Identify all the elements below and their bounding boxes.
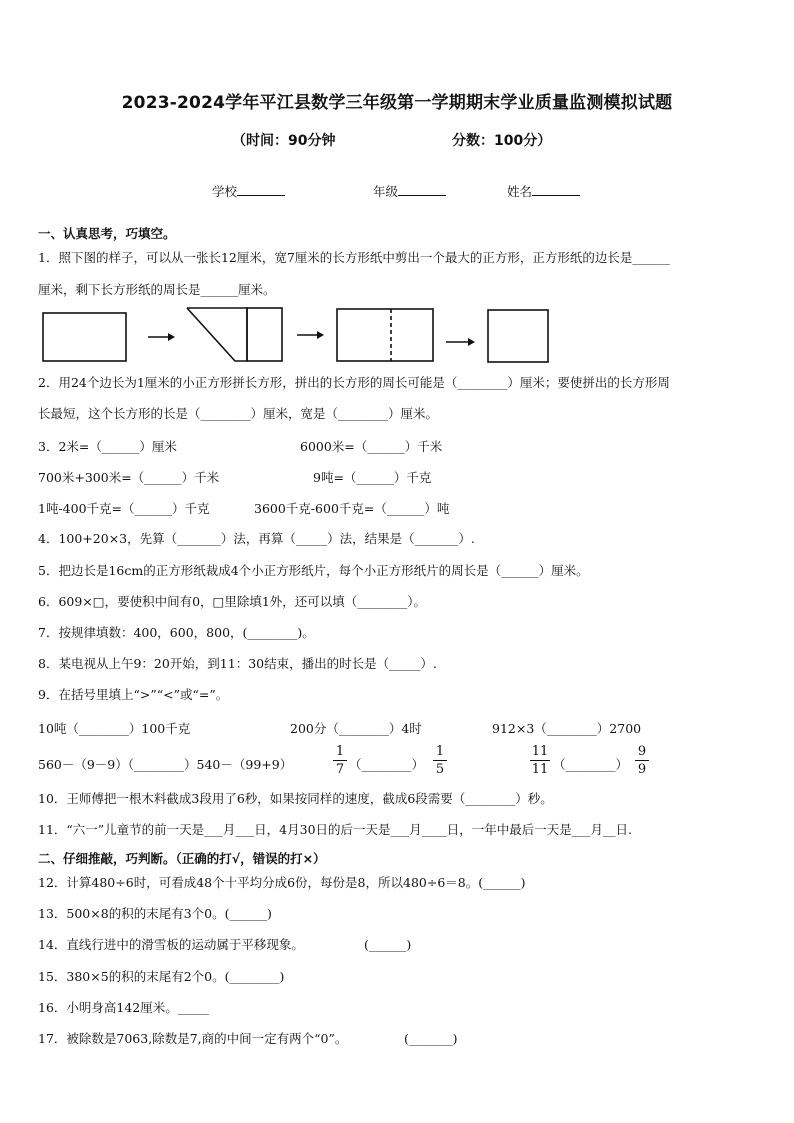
q13: 13．500×8的积的末尾有3个0。(______) bbox=[38, 906, 272, 921]
q9-fraction-1 bbox=[333, 744, 347, 777]
fraction-denominator: 5 bbox=[435, 762, 445, 777]
fraction-numerator: 9 bbox=[635, 744, 649, 761]
q1-line1: 1．照下图的样子，可以从一张长12厘米，宽7厘米的长方形纸中剪出一个最大的正方形，正方形纸的边长是______ bbox=[38, 250, 670, 265]
q14: 14．直线行进中的滑雪板的运动属于平移现象。 bbox=[38, 937, 304, 952]
fig-dashed-rectangle bbox=[337, 309, 433, 361]
q4: 4．100+20×3，先算（_______）法，再算（_____）法，结果是（_______）. bbox=[38, 531, 475, 546]
q9-e-paren: （________） bbox=[349, 757, 425, 772]
q6: 6．609×□，要使积中间有0，□里除填1外，还可以填（________）。 bbox=[38, 594, 427, 609]
q9-d: 560－（9－9）（________）540－（99+9） bbox=[38, 757, 293, 772]
fraction-numerator: 1 bbox=[433, 744, 447, 761]
fraction-denominator: 11 bbox=[531, 762, 549, 777]
page-title: 2023-2024学年平江县数学三年级第一学期期末学业质量监测模拟试题 bbox=[121, 93, 673, 113]
fig-arrow-3 bbox=[446, 338, 475, 346]
fraction-denominator: 7 bbox=[335, 762, 345, 777]
q3-b: 6000米=（______）千米 bbox=[300, 439, 443, 454]
q3-c: 700米+300米=（______）千米 bbox=[38, 470, 220, 485]
q14-answer: (______) bbox=[364, 937, 412, 952]
q8: 8．某电视从上午9：20开始，到11：30结束，播出的时长是（_____）. bbox=[38, 656, 437, 671]
q9-f-paren: （________） bbox=[553, 757, 629, 772]
q3-e: 1吨-400千克=（______）千克 bbox=[38, 501, 210, 516]
section-2-heading: 二、仔细推敲，巧判断。（正确的打√，错误的打×） bbox=[38, 851, 326, 866]
q10: 10．王师傅把一根木料截成3段用了6秒，如果按同样的速度，截成6段需要（________）秒。 bbox=[38, 791, 553, 806]
school-blank[interactable] bbox=[237, 183, 285, 196]
q9-c: 912×3（________）2700 bbox=[492, 721, 642, 736]
grade-blank[interactable] bbox=[398, 183, 446, 196]
fig-arrow-2 bbox=[297, 331, 324, 339]
q7: 7．按规律填数：400，600，800，(________)。 bbox=[38, 625, 315, 640]
grade-field[interactable] bbox=[373, 182, 446, 200]
q5: 5．把边长是16cm的正方形纸裁成4个小正方形纸片，每个小正方形纸片的周长是（______）厘米。 bbox=[38, 563, 589, 578]
fraction-numerator: 11 bbox=[531, 744, 549, 759]
q11: 11．“六一”儿童节的前一天是___月___日，4月30日的后一天是___月____日，一年中最后一天是___月__日. bbox=[38, 822, 633, 837]
q9-stem: 9．在括号里填上“>”“<”或“=”。 bbox=[38, 687, 229, 702]
exam-time: （时间：90分钟 bbox=[232, 133, 336, 149]
q3-d: 9吨=（______）千克 bbox=[313, 470, 432, 485]
exam-score: 分数：100分） bbox=[452, 133, 552, 149]
q3-f: 3600千克-600千克=（______）吨 bbox=[254, 501, 450, 516]
section-1-heading: 一、认真思考，巧填空。 bbox=[38, 226, 176, 241]
name-field[interactable] bbox=[507, 182, 580, 200]
school-field[interactable] bbox=[212, 182, 285, 200]
q16: 16．小明身高142厘米。_____ bbox=[38, 1000, 210, 1015]
fig-arrow-1 bbox=[148, 333, 175, 341]
q2-line2: 长最短，这个长方形的长是（________）厘米，宽是（________）厘米。 bbox=[38, 406, 439, 421]
q2-line1: 2．用24个边长为1厘米的小正方形拼长方形，拼出的长方形的周长可能是（________）厘米；要使拼出的长方形周 bbox=[38, 375, 670, 390]
q17: 17．被除数是7063,除数是7,商的中间一定有两个“0”。 bbox=[38, 1031, 348, 1046]
q3-a: 3．2米=（______）厘米 bbox=[38, 439, 177, 454]
q9-fraction-2 bbox=[433, 744, 447, 777]
fraction-numerator: 1 bbox=[333, 744, 347, 761]
name-blank[interactable] bbox=[532, 183, 580, 196]
q1-line2: 厘米，剩下长方形纸的周长是______厘米。 bbox=[38, 282, 276, 297]
q15: 15．380×5的积的末尾有2个0。(________) bbox=[38, 969, 285, 984]
q9-fraction-3 bbox=[530, 744, 550, 777]
fig-square bbox=[488, 310, 548, 362]
q9-a: 10吨（________）100千克 bbox=[38, 721, 191, 736]
fig-rectangle bbox=[43, 313, 126, 361]
q9-fraction-4 bbox=[635, 744, 649, 777]
q12: 12．计算480÷6时，可看成48个十平均分成6份，每份是8，所以480÷6＝8。(______) bbox=[38, 875, 526, 890]
q1-figure bbox=[40, 305, 560, 365]
grade-label: 年级 bbox=[373, 184, 399, 199]
q17-answer: (_______) bbox=[404, 1031, 458, 1046]
fig-folded-shape bbox=[187, 308, 282, 361]
school-label: 学校 bbox=[212, 184, 238, 199]
name-label: 姓名 bbox=[507, 184, 533, 199]
q9-b: 200分（________）4时 bbox=[290, 721, 422, 736]
fraction-denominator: 9 bbox=[637, 762, 647, 777]
